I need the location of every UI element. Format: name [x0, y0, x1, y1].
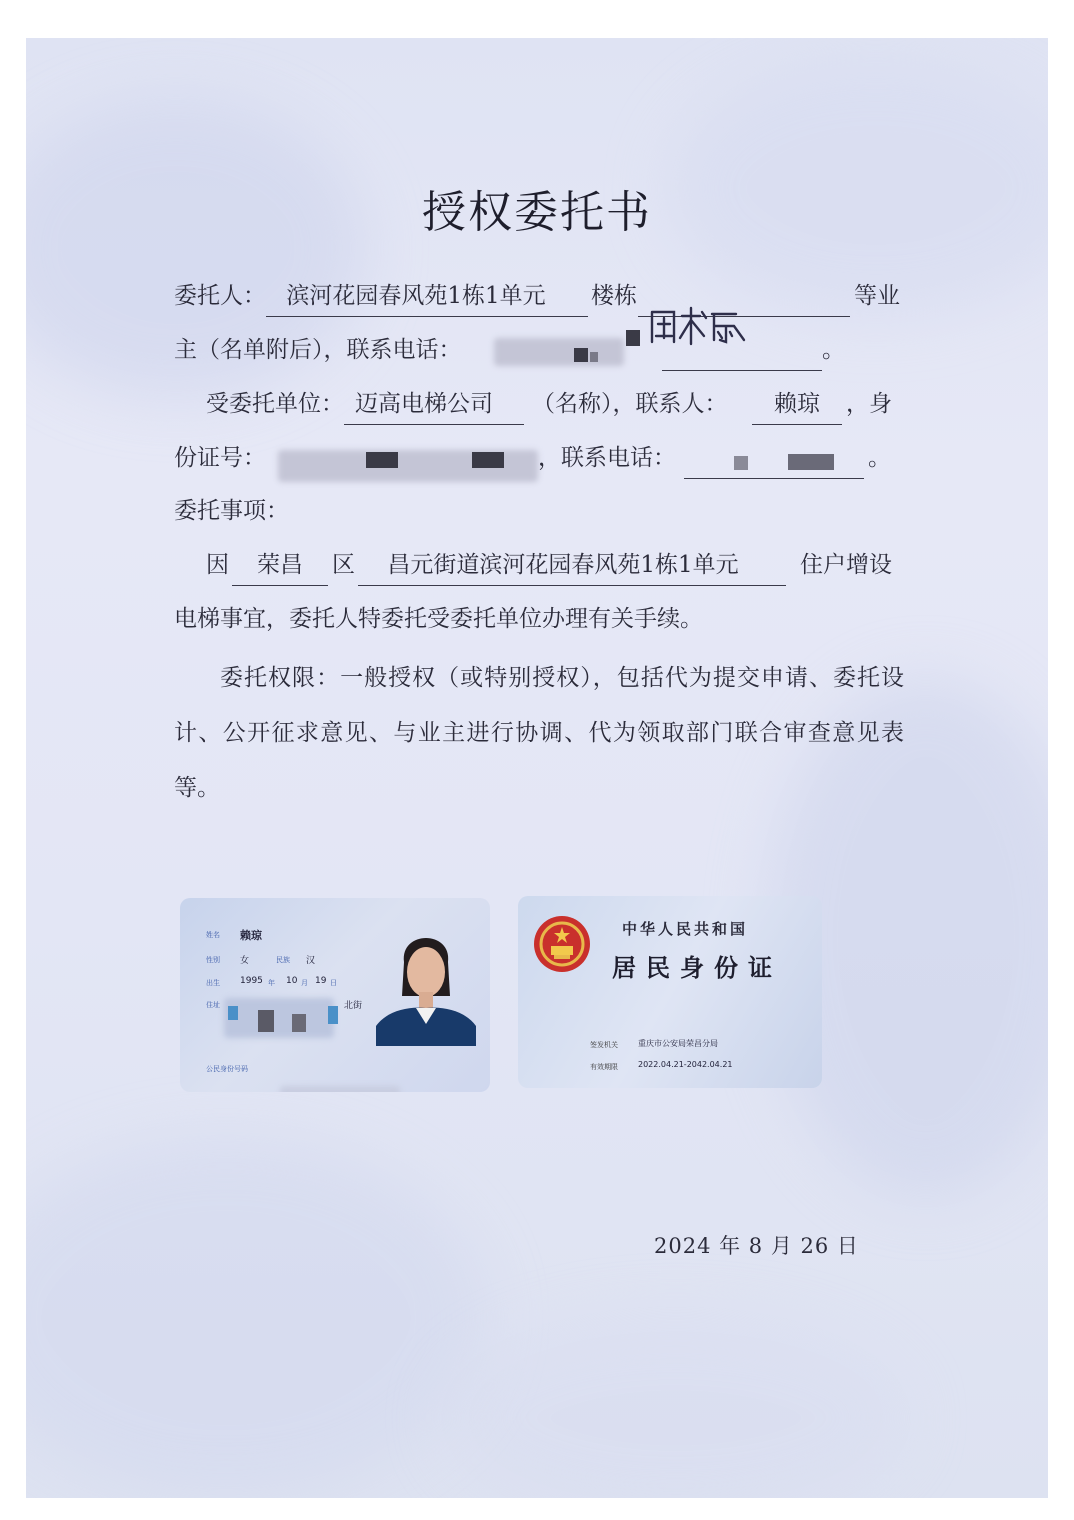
ethnic-label: 民族 — [276, 956, 290, 964]
authority-paragraph: 委托权限：一般授权（或特别授权），包括代为提交申请、委托设计、公开征求意见、与业主进行协调、代为领取部门联合审查意见表等。 — [174, 665, 904, 801]
agent-line — [174, 384, 904, 424]
redaction — [472, 452, 504, 468]
redaction — [574, 348, 588, 362]
agent-id-line — [174, 438, 904, 478]
colon: ： — [243, 283, 266, 309]
agent-label: 受委托单位 — [206, 391, 321, 417]
principal-line — [174, 276, 904, 316]
matters-heading — [174, 491, 904, 531]
district-value: 荣昌 — [257, 552, 303, 578]
name-label: 姓名 — [206, 931, 220, 939]
id-prefix: ，身 — [846, 391, 892, 417]
validity-period: 2022.04.21-2042.04.21 — [638, 1060, 733, 1069]
district-suffix: 区 — [332, 552, 355, 578]
id-name: 赖琼 — [240, 929, 262, 942]
building-label: 楼栋 — [591, 283, 637, 309]
underline — [662, 330, 822, 371]
birth-month: 10 — [286, 976, 298, 986]
id-card-front — [180, 898, 490, 1092]
country-name: 中华人民共和国 — [622, 920, 749, 938]
matters-line — [174, 545, 904, 585]
agent-company: 迈高电梯公司 — [355, 391, 493, 417]
matters-address: 昌元街道滨河花园春风苑1栋1单元 — [387, 552, 739, 578]
redaction — [224, 998, 334, 1038]
reason-prefix: 因 — [206, 552, 229, 578]
scanned-document — [26, 38, 1048, 1498]
matters-suffix: 住户增设 — [800, 552, 892, 578]
id-ethnic: 汉 — [306, 956, 316, 966]
document-title: 授权委托书 — [422, 187, 652, 238]
card-title: 居民身份证 — [612, 953, 782, 982]
name-label: （名称），联系人： — [532, 391, 728, 417]
period: 。 — [822, 337, 845, 363]
owner-suffix: 等业 — [854, 283, 900, 309]
redaction — [328, 1006, 338, 1024]
portrait-photo — [376, 922, 476, 1046]
principal-label: 委托人 — [174, 283, 243, 309]
redaction — [494, 338, 624, 366]
validity-label: 有效期限 — [590, 1063, 618, 1071]
id-number-label: 公民身份号码 — [206, 1065, 248, 1073]
principal-address: 滨河花园春风苑1栋1单元 — [286, 283, 546, 309]
phone-label: 主（名单附后），联系电话： — [174, 337, 462, 363]
birth-year: 1995 — [240, 976, 263, 986]
id-sex: 女 — [240, 956, 250, 966]
redaction — [590, 352, 598, 362]
day-label: 日 — [330, 979, 337, 987]
phone-label: ，联系电话： — [538, 445, 676, 471]
redaction — [626, 330, 640, 346]
redaction — [734, 456, 748, 470]
national-emblem-icon — [532, 914, 592, 974]
colon: ： — [321, 391, 344, 417]
redaction — [366, 452, 398, 468]
matters-text: 电梯事宜，委托人特委托受委托单位办理有关手续。 — [174, 606, 703, 632]
id-label: 份证号： — [174, 445, 266, 471]
principal-phone-line — [174, 330, 904, 370]
redaction — [258, 1010, 274, 1032]
year-label: 年 — [268, 979, 275, 987]
sex-label: 性别 — [206, 956, 220, 964]
issuing-authority: 重庆市公安局荣昌分局 — [638, 1039, 718, 1048]
redaction — [292, 1014, 306, 1032]
matters-line-2 — [174, 599, 904, 639]
contact-name: 赖琼 — [774, 391, 820, 417]
month-label: 月 — [301, 979, 308, 987]
id-card-back — [518, 896, 822, 1088]
matters-label: 委托事项： — [174, 498, 289, 524]
redaction — [228, 1006, 238, 1020]
address-tail: 北街 — [344, 1001, 363, 1011]
redaction — [280, 1086, 400, 1092]
document-date: 2024 年 8 月 26 日 — [654, 1234, 859, 1258]
birth-label: 出生 — [206, 979, 220, 987]
period: 。 — [868, 445, 891, 471]
birth-day: 19 — [315, 976, 327, 986]
scan-texture — [446, 1318, 906, 1498]
scan-texture — [26, 1138, 486, 1498]
authority-label: 签发机关 — [590, 1041, 618, 1049]
redaction — [788, 454, 834, 470]
underline — [684, 438, 864, 479]
address-label: 住址 — [206, 1001, 220, 1009]
